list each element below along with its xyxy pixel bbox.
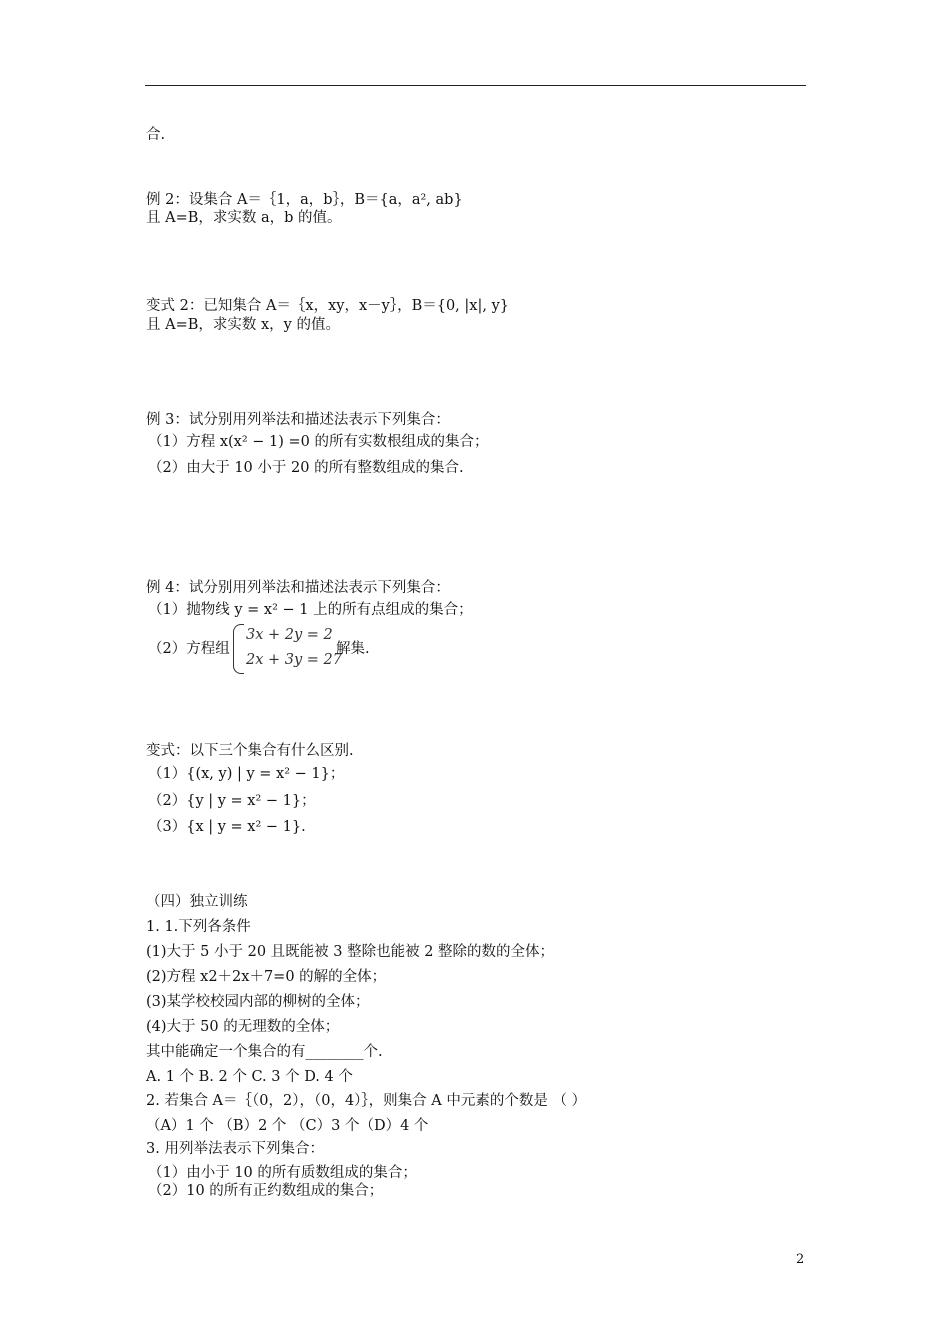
example-2-line-2: 且 A=B，求实数 a，b 的值。 — [146, 210, 342, 226]
question-1-prompt: 其中能确定一个集合的有________个. — [146, 1044, 383, 1060]
page-number: 2 — [796, 1252, 805, 1267]
question-2: 2. 若集合 A＝｛（0，2），（0，4）｝，则集合 A 中元素的个数是 （ ） — [146, 1093, 587, 1109]
example-3-title: 例 3：试分别用列举法和描述法表示下列集合： — [146, 412, 450, 428]
equation-2: 2x + 3y = 27 — [246, 652, 343, 668]
question-1-title: 1. 1.下列各条件 — [146, 919, 251, 935]
equation-system-brace — [233, 624, 244, 674]
question-2-options: （A）1 个 （B）2 个 （C）3 个（D）4 个 — [146, 1118, 429, 1134]
question-3-title: 3. 用列举法表示下列集合： — [146, 1141, 324, 1157]
example-4-item-1: （1）抛物线 y = x² − 1 上的所有点组成的集合； — [148, 602, 473, 618]
question-1-options: A. 1 个 B. 2 个 C. 3 个 D. 4 个 — [146, 1069, 353, 1085]
example-4-item-2-prefix: （2）方程组 — [148, 641, 230, 657]
variant-3-item-2: （2）{y | y = x² − 1}； — [148, 793, 316, 809]
question-3-item-2: （2）10 的所有正约数组成的集合； — [148, 1183, 384, 1199]
example-4-title: 例 4：试分别用列举法和描述法表示下列集合： — [146, 580, 450, 596]
question-3-item-1: （1）由小于 10 的所有质数组成的集合； — [148, 1165, 417, 1181]
equation-1: 3x + 2y = 2 — [246, 627, 333, 643]
question-1-condition-1: (1)大于 5 小于 20 且既能被 3 整除也能被 2 整除的数的全体； — [146, 944, 555, 960]
example-3-item-2: （2）由大于 10 小于 20 的所有整数组成的集合. — [148, 460, 464, 476]
variant-3-item-3: （3）{x | y = x² − 1}. — [148, 819, 306, 835]
continued-text: 合. — [146, 127, 166, 143]
practice-heading: （四）独立训练 — [146, 894, 248, 910]
example-3-item-1: （1）方程 x(x² − 1) =0 的所有实数根组成的集合； — [148, 434, 489, 450]
question-1-condition-3: (3)某学校校园内部的柳树的全体； — [146, 994, 370, 1010]
header-rule — [145, 85, 806, 86]
variant-2-line-2: 且 A=B，求实数 x，y 的值。 — [146, 317, 340, 333]
question-1-condition-4: (4)大于 50 的无理数的全体； — [146, 1019, 340, 1035]
example-4-item-2-suffix: 解集. — [336, 641, 370, 657]
variant-2-line-1: 变式 2：已知集合 A＝｛x，xy，x－y｝，B＝{0, |x|, y} — [146, 298, 509, 314]
variant-3-title: 变式：以下三个集合有什么区别. — [146, 743, 354, 759]
question-1-condition-2: (2)方程 x2＋2x＋7=0 的解的全体； — [146, 969, 387, 985]
example-2-line-1: 例 2：设集合 A＝｛1，a，b｝，B＝{a，a², ab} — [146, 192, 463, 208]
variant-3-item-1: （1）{(x, y) | y = x² − 1}； — [148, 766, 345, 782]
